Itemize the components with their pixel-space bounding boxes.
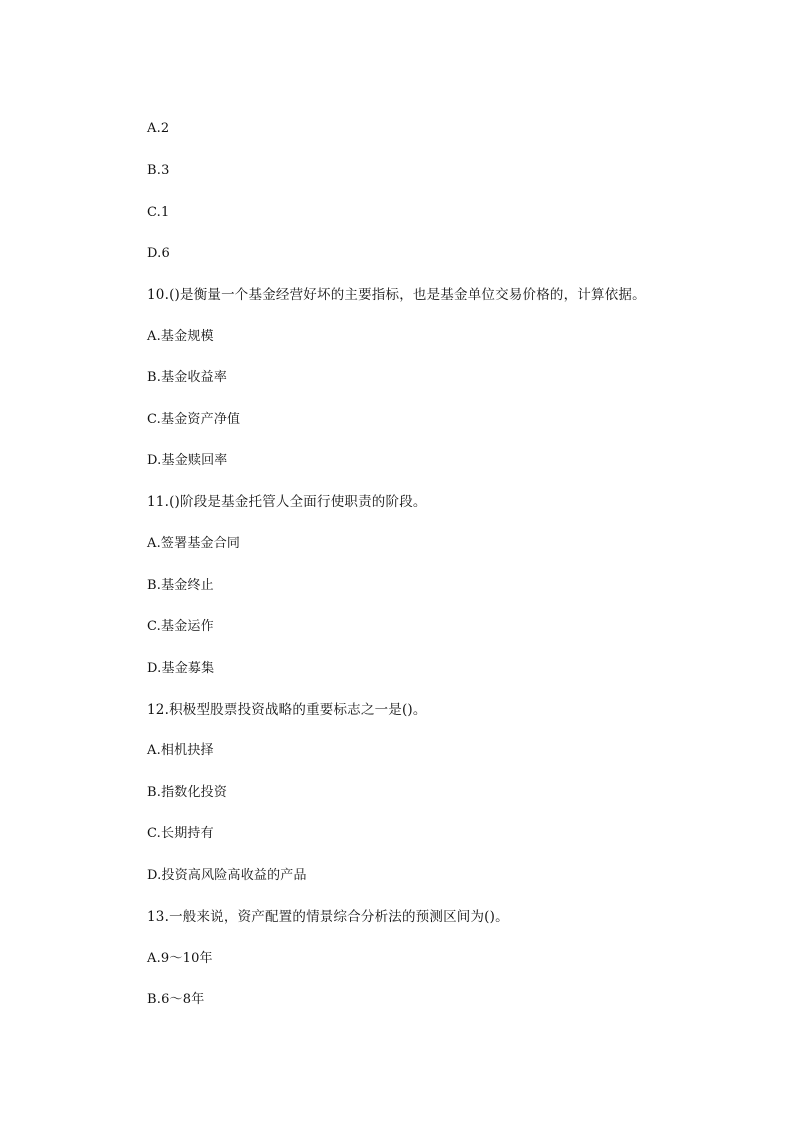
question-11: 11.()阶段是基金托管人全面行使职责的阶段。 xyxy=(147,494,427,510)
option-d-q12: D.投资高风险高收益的产品 xyxy=(147,868,307,883)
option-a-q12: A.相机抉择 xyxy=(147,743,214,758)
option-b-q11: B.基金终止 xyxy=(147,578,214,593)
option-a-q13: A.9～10年 xyxy=(147,951,213,966)
option-c-q10: C.基金资产净值 xyxy=(147,412,241,427)
question-12: 12.积极型股票投资战略的重要标志之一是()。 xyxy=(147,702,427,718)
question-13: 13.一般来说，资产配置的情景综合分析法的预测区间为()。 xyxy=(147,909,509,925)
option-c-q12: C.长期持有 xyxy=(147,826,214,841)
option-a-q9: A.2 xyxy=(147,121,170,136)
option-a-q11: A.签署基金合同 xyxy=(147,536,241,551)
option-b-q10: B.基金收益率 xyxy=(147,370,228,385)
option-b-q12: B.指数化投资 xyxy=(147,785,228,800)
option-d-q10: D.基金赎回率 xyxy=(147,453,228,468)
option-c-q9: C.1 xyxy=(147,205,170,220)
option-b-q13: B.6～8年 xyxy=(147,992,205,1007)
option-d-q11: D.基金募集 xyxy=(147,661,215,676)
option-d-q9: D.6 xyxy=(147,246,170,261)
question-10: 10.()是衡量一个基金经营好坏的主要指标，也是基金单位交易价格的，计算依据。 xyxy=(147,287,646,303)
option-a-q10: A.基金规模 xyxy=(147,329,214,344)
option-c-q11: C.基金运作 xyxy=(147,619,214,634)
option-b-q9: B.3 xyxy=(147,163,170,178)
